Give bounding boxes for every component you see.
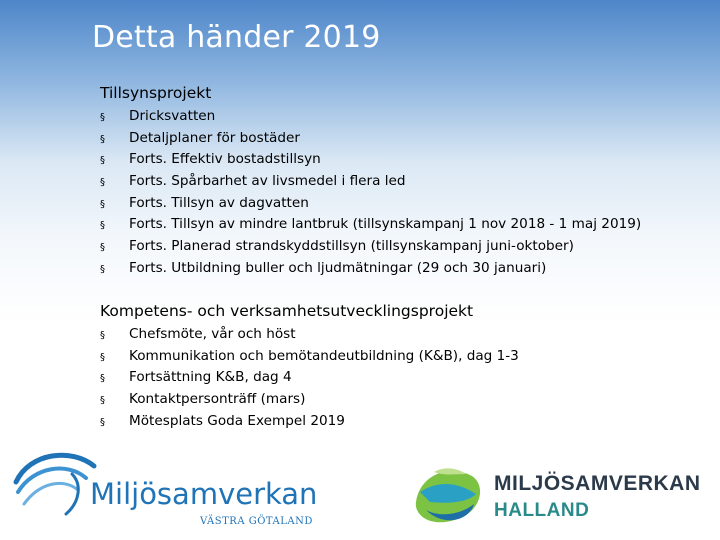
bullet-marker: § [100,112,105,123]
list-item: § Forts. Spårbarhet av livsmedel i flera led [100,173,406,190]
halland-emblem-icon [410,462,490,532]
swoosh-icon [16,455,94,514]
miljosamverkan-halland-logo [410,462,710,532]
list-item: § Dricksvatten [100,108,216,124]
list-item: § Forts. Tillsyn av mindre lantbruk (tillsynskampanj 1 nov 2018 - 1 maj 2019) [100,216,642,233]
bullet-marker: § [100,416,105,428]
list-item: § Fortsättning K&B, dag 4 [100,369,292,386]
section-tillsynsprojekt [100,84,641,282]
list-item: § Forts. Tillsyn av dagvatten [100,194,309,211]
section-heading: Kompetens- och verksamhetsutvecklingsprojekt [100,302,474,320]
list-item: § Forts. Utbildning buller och ljudmätningar (29 och 30 januari) [100,259,547,276]
list-item: § Detaljplaner för bostäder [100,129,300,146]
list-item: § Kommunikation och bemötandeutbildning (K&B), dag 1-3 [100,347,519,364]
bullet-marker: § [100,198,105,210]
bullet-marker: § [100,155,105,167]
logo-line-2: HALLAND [494,500,590,521]
bullet-marker: § [100,351,105,363]
list-item: § Chefsmöte, vår och höst [100,326,296,342]
bullet-marker: § [100,263,105,275]
miljosamverkan-vg-logo [10,448,330,530]
bullet-marker: § [100,373,105,385]
bullet-marker: § [100,177,105,189]
logo-line-1: MILJÖSAMVERKAN [494,472,701,495]
section-heading: Tillsynsprojekt [100,84,212,102]
bullet-marker: § [100,242,105,254]
bullet-list [100,326,519,434]
section-kompetens [100,302,519,434]
slide-title: Detta händer 2019 [92,20,381,55]
list-item: § Kontaktpersonträff (mars) [100,391,306,408]
bullet-list [100,108,641,282]
list-item: § Forts. Planerad strandskyddstillsyn (tillsynskampanj juni-oktober) [100,238,574,255]
list-item: § Mötesplats Goda Exempel 2019 [100,412,345,429]
list-item: § Forts. Effektiv bostadstillsyn [100,151,321,168]
bullet-marker: § [100,133,105,145]
logo-name: Miljösamverkan [90,477,318,511]
bullet-marker: § [100,220,105,232]
bullet-marker: § [100,395,105,407]
logo-subtitle: VÄSTRA GÖTALAND [200,516,313,527]
bullet-marker: § [100,330,105,341]
